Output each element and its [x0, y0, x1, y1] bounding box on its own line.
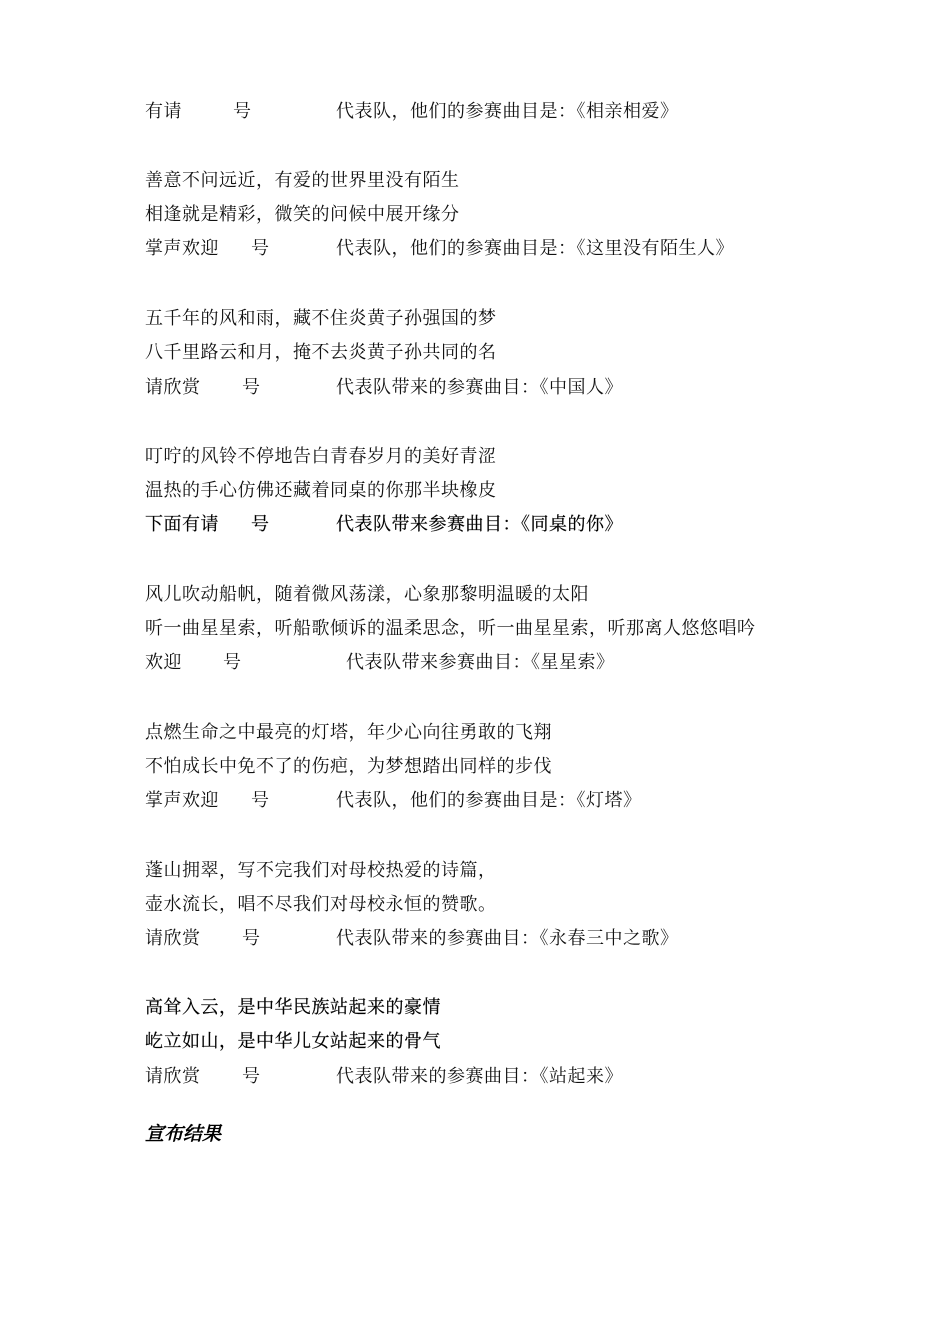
- intro-prefix: 请欣赏: [145, 928, 201, 949]
- number-label: 号: [242, 1066, 261, 1087]
- program-detail: 代表队，他们的参赛曲目是：《相亲相爱》: [336, 101, 679, 122]
- program-detail: 代表队带来的参赛曲目：《永春三中之歌》: [336, 928, 679, 949]
- program-line: [145, 512, 845, 538]
- intro-prefix: 请欣赏: [145, 1066, 201, 1087]
- intro-prefix: 下面有请: [145, 514, 219, 535]
- intro-prefix: 欢迎: [145, 652, 182, 673]
- lyric-line: 不怕成长中免不了的伤疤，为梦想踏出同样的步伐: [145, 756, 552, 777]
- program-detail: 代表队带来参赛曲目：《星星索》: [346, 652, 615, 673]
- number-label: 号: [251, 790, 270, 811]
- program-detail: 代表队，他们的参赛曲目是：《灯塔》: [336, 790, 642, 811]
- program-detail: 代表队带来的参赛曲目：《中国人》: [336, 377, 623, 398]
- lyric-line: 点燃生命之中最亮的灯塔，年少心向往勇敢的飞翔: [145, 722, 552, 743]
- program-line: [145, 375, 845, 401]
- lyric-line: 风儿吹动船帆，随着微风荡漾，心象那黎明温暖的太阳: [145, 584, 589, 605]
- lyric-line: 屹立如山，是中华儿女站起来的骨气: [145, 1031, 441, 1052]
- number-label: 号: [223, 652, 242, 673]
- intro-prefix: 请欣赏: [145, 377, 201, 398]
- program-detail: 代表队，他们的参赛曲目是：《这里没有陌生人》: [336, 238, 734, 259]
- lyric-line: 高耸入云，是中华民族站起来的豪情: [145, 997, 441, 1018]
- lyric-line: 八千里路云和月，掩不去炎黄子孙共同的名: [145, 342, 497, 363]
- lyric-line: 叮咛的风铃不停地告白青春岁月的美好青涩: [145, 446, 497, 467]
- program-line: [145, 788, 845, 814]
- number-label: 号: [251, 238, 270, 259]
- lyric-line: 听一曲星星索，听船歌倾诉的温柔思念，听一曲星星索，听那离人悠悠唱吟: [145, 618, 756, 639]
- number-label: 号: [233, 101, 252, 122]
- lyric-line: 善意不问远近，有爱的世界里没有陌生: [145, 170, 460, 191]
- program-line: [145, 236, 845, 262]
- number-label: 号: [242, 928, 261, 949]
- section-heading: 宣布结果: [145, 1123, 222, 1145]
- program-detail: 代表队带来参赛曲目：《同桌的你》: [336, 514, 623, 535]
- intro-prefix: 掌声欢迎: [145, 238, 219, 259]
- lyric-line: 相逢就是精彩，微笑的问候中展开缘分: [145, 204, 460, 225]
- number-label: 号: [251, 514, 270, 535]
- program-line: [145, 650, 845, 676]
- program-line: [145, 926, 845, 952]
- lyric-line: 温热的手心仿佛还藏着同桌的你那半块橡皮: [145, 480, 497, 501]
- lyric-line: 五千年的风和雨，藏不住炎黄子孙强国的梦: [145, 308, 497, 329]
- program-line: [145, 1064, 845, 1090]
- number-label: 号: [242, 377, 261, 398]
- intro-prefix: 掌声欢迎: [145, 790, 219, 811]
- intro-prefix: 有请: [145, 101, 182, 122]
- program-detail: 代表队带来的参赛曲目：《站起来》: [336, 1066, 623, 1087]
- program-line: [145, 99, 845, 125]
- lyric-line: 蓬山拥翠，写不完我们对母校热爱的诗篇，: [145, 860, 497, 881]
- lyric-line: 壶水流长，唱不尽我们对母校永恒的赞歌。: [145, 894, 497, 915]
